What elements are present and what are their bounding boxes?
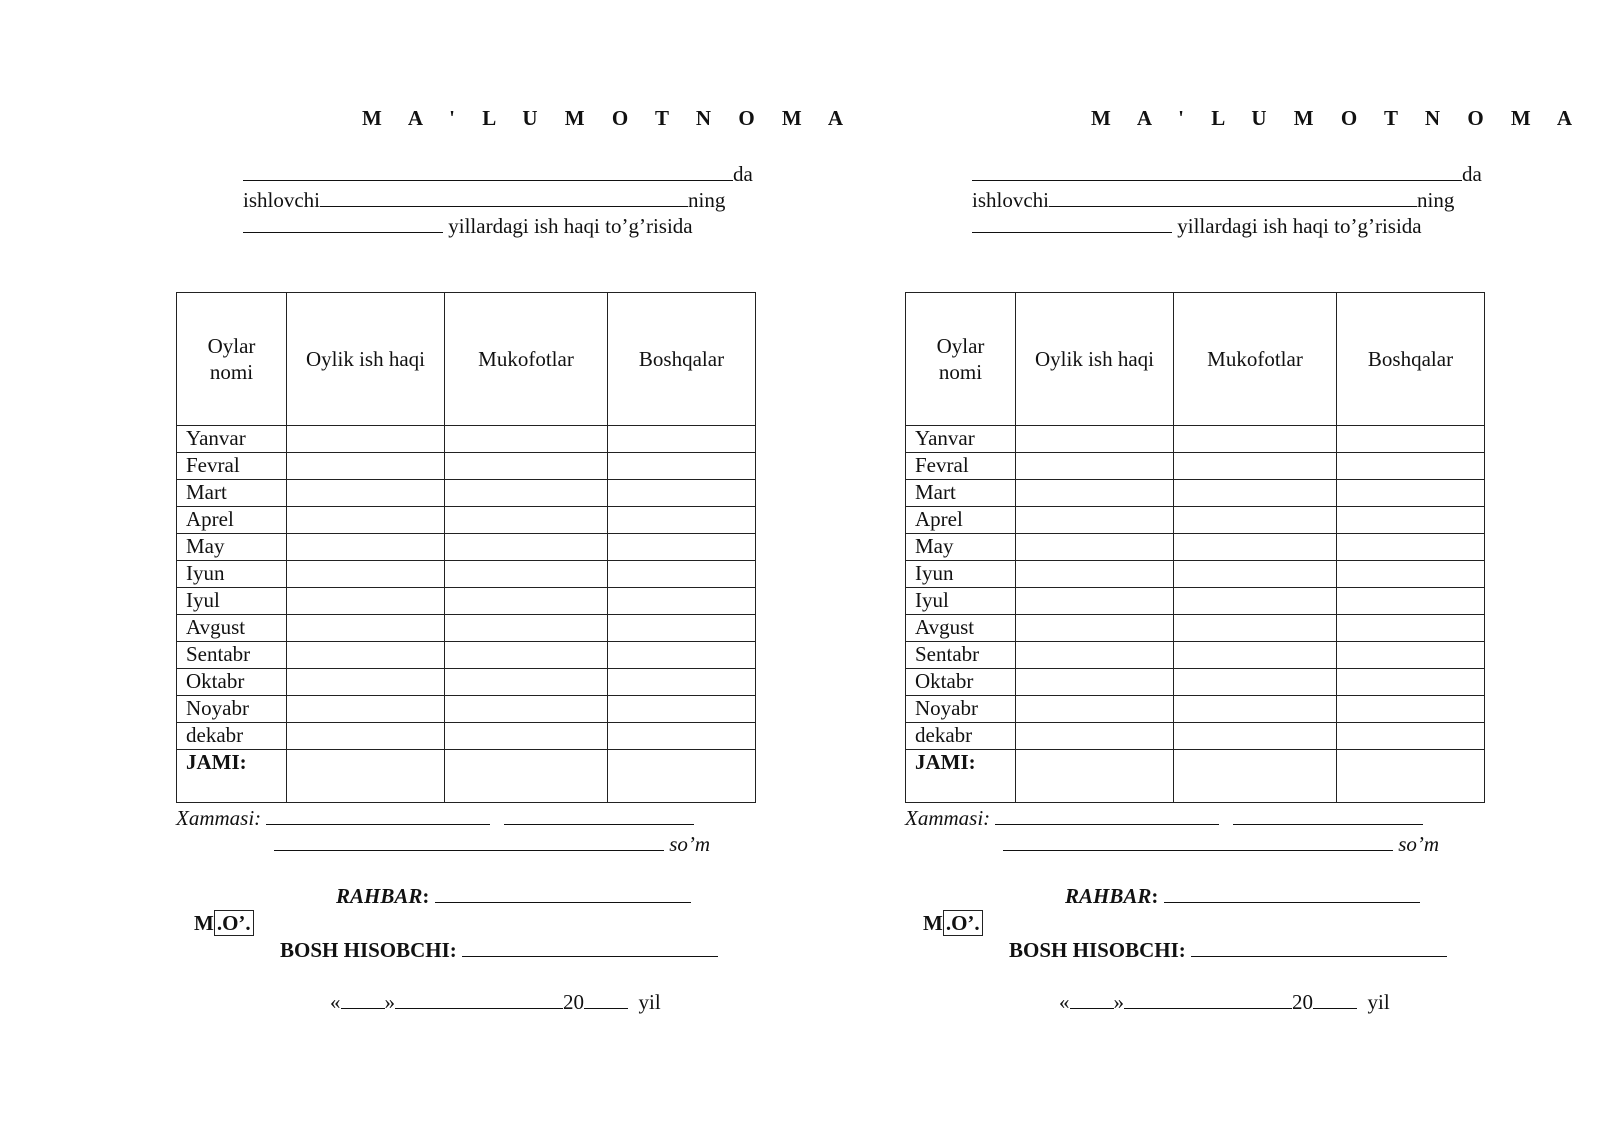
total-salary-cell[interactable] — [1016, 750, 1174, 803]
sum-words-blank[interactable] — [1003, 832, 1393, 851]
other-cell[interactable] — [1337, 480, 1485, 507]
table-row — [906, 507, 1485, 534]
month-name: Aprel — [906, 507, 1016, 534]
bonus-cell[interactable] — [445, 453, 608, 480]
salary-cell[interactable] — [287, 642, 445, 669]
years-line — [972, 214, 1422, 238]
other-cell[interactable] — [1337, 615, 1485, 642]
director-signature-blank[interactable] — [435, 884, 691, 903]
date-suffix: yil — [1367, 990, 1390, 1014]
salary-table — [905, 292, 1485, 803]
director-label: RAHBAR — [336, 884, 423, 908]
salary-cell[interactable] — [1016, 723, 1174, 750]
salary-cell[interactable] — [287, 453, 445, 480]
salary-cell[interactable] — [287, 534, 445, 561]
chief-accountant-label: BOSH HISOBCHI: — [1009, 938, 1186, 962]
date-year-prefix: 20 — [1292, 990, 1313, 1014]
salary-cell[interactable] — [287, 669, 445, 696]
date-close-quote: » — [384, 990, 395, 1014]
director-signature-blank[interactable] — [1164, 884, 1420, 903]
stamp-place — [194, 911, 254, 936]
salary-cell[interactable] — [1016, 696, 1174, 723]
other-cell[interactable] — [1337, 561, 1485, 588]
bonus-cell[interactable] — [445, 723, 608, 750]
month-name: May — [906, 534, 1016, 561]
table-row — [177, 561, 756, 588]
bonus-cell[interactable] — [445, 426, 608, 453]
table-row — [177, 642, 756, 669]
director-colon: : — [1151, 884, 1159, 908]
workplace-blank[interactable] — [972, 162, 1462, 181]
salary-cell[interactable] — [1016, 588, 1174, 615]
date-open-quote: « — [330, 990, 341, 1014]
chief-accountant-line — [280, 938, 718, 963]
header-others: Boshqalar — [608, 293, 756, 426]
bonus-cell[interactable] — [445, 669, 608, 696]
stamp-box: .O’. — [214, 910, 254, 936]
bonus-cell[interactable] — [1174, 588, 1337, 615]
table-header-row — [906, 293, 1485, 426]
bonus-cell[interactable] — [1174, 669, 1337, 696]
other-cell[interactable] — [1337, 426, 1485, 453]
bonus-cell[interactable] — [1174, 453, 1337, 480]
other-cell[interactable] — [608, 696, 756, 723]
other-cell[interactable] — [608, 615, 756, 642]
date-month-blank[interactable] — [395, 990, 563, 1009]
director-line — [336, 884, 691, 909]
sum-words-line — [274, 832, 710, 857]
other-cell[interactable] — [1337, 696, 1485, 723]
chief-accountant-signature-blank[interactable] — [462, 938, 718, 957]
month-name: Fevral — [906, 453, 1016, 480]
bonus-cell[interactable] — [445, 534, 608, 561]
month-name: Mart — [906, 480, 1016, 507]
director-label: RAHBAR — [1065, 884, 1152, 908]
header-monthly-salary: Oylik ish haqi — [287, 293, 445, 426]
total-bonus-cell[interactable] — [445, 750, 608, 803]
total-row-label: JAMI: — [177, 750, 287, 803]
employee-prefix: ishlovchi — [972, 188, 1049, 212]
header-monthly-salary: Oylik ish haqi — [1016, 293, 1174, 426]
salary-cell[interactable] — [287, 588, 445, 615]
date-day-blank[interactable] — [1070, 990, 1114, 1009]
month-name: Aprel — [177, 507, 287, 534]
document-title: M A ' L U M O T N O M A — [362, 106, 854, 130]
years-suffix: yillardagi ish haqi to’g’risida — [1172, 214, 1422, 238]
date-year-blank[interactable] — [584, 990, 628, 1009]
other-cell[interactable] — [608, 723, 756, 750]
other-cell[interactable] — [1337, 588, 1485, 615]
bonus-cell[interactable] — [1174, 480, 1337, 507]
bonus-cell[interactable] — [445, 561, 608, 588]
other-cell[interactable] — [1337, 453, 1485, 480]
date-day-blank[interactable] — [341, 990, 385, 1009]
employee-suffix: ning — [1417, 188, 1455, 212]
sum-words-line — [1003, 832, 1439, 857]
table-row — [177, 588, 756, 615]
employee-line — [972, 188, 1454, 212]
table-row — [177, 723, 756, 750]
total-other-cell[interactable] — [608, 750, 756, 803]
salary-cell[interactable] — [1016, 507, 1174, 534]
bonus-cell[interactable] — [445, 642, 608, 669]
salary-cell[interactable] — [1016, 453, 1174, 480]
other-cell[interactable] — [608, 642, 756, 669]
years-suffix: yillardagi ish haqi to’g’risida — [443, 214, 693, 238]
table-row — [906, 669, 1485, 696]
currency-label: so’m — [1398, 832, 1440, 856]
years-line — [243, 214, 693, 238]
month-name: Fevral — [177, 453, 287, 480]
month-name: Iyun — [906, 561, 1016, 588]
other-cell[interactable] — [1337, 669, 1485, 696]
other-cell[interactable] — [608, 669, 756, 696]
table-row — [177, 426, 756, 453]
bonus-cell[interactable] — [1174, 507, 1337, 534]
month-name: May — [177, 534, 287, 561]
currency-label: so’m — [669, 832, 711, 856]
total-line — [905, 806, 1423, 831]
salary-cell[interactable] — [1016, 534, 1174, 561]
date-month-blank[interactable] — [1124, 990, 1292, 1009]
employee-prefix: ishlovchi — [243, 188, 320, 212]
total-blank-1[interactable] — [995, 806, 1219, 825]
years-blank[interactable] — [243, 214, 443, 233]
table-header-row — [177, 293, 756, 426]
table-row — [177, 480, 756, 507]
total-label: Xammasi: — [905, 806, 991, 830]
header-others: Boshqalar — [1337, 293, 1485, 426]
salary-cell[interactable] — [1016, 669, 1174, 696]
month-name: Avgust — [177, 615, 287, 642]
other-cell[interactable] — [608, 480, 756, 507]
bonus-cell[interactable] — [445, 507, 608, 534]
table-row — [177, 453, 756, 480]
month-name: Iyul — [177, 588, 287, 615]
other-cell[interactable] — [608, 453, 756, 480]
stamp-box: .O’. — [943, 910, 983, 936]
month-name: Oktabr — [177, 669, 287, 696]
total-other-cell[interactable] — [1337, 750, 1485, 803]
total-bonus-cell[interactable] — [1174, 750, 1337, 803]
salary-cell[interactable] — [287, 696, 445, 723]
table-row — [906, 615, 1485, 642]
salary-cell[interactable] — [287, 615, 445, 642]
bonus-cell[interactable] — [1174, 615, 1337, 642]
bonus-cell[interactable] — [445, 588, 608, 615]
table-total-row — [177, 750, 756, 803]
total-line — [176, 806, 694, 831]
other-cell[interactable] — [608, 561, 756, 588]
table-row — [906, 480, 1485, 507]
bonus-cell[interactable] — [1174, 696, 1337, 723]
salary-table — [176, 292, 756, 803]
month-name: Noyabr — [906, 696, 1016, 723]
month-name: dekabr — [906, 723, 1016, 750]
total-blank-2[interactable] — [1233, 806, 1423, 825]
employee-blank[interactable] — [1049, 188, 1417, 207]
salary-cell[interactable] — [1016, 642, 1174, 669]
date-suffix: yil — [638, 990, 661, 1014]
table-row — [177, 669, 756, 696]
other-cell[interactable] — [608, 534, 756, 561]
bonus-cell[interactable] — [1174, 561, 1337, 588]
other-cell[interactable] — [608, 507, 756, 534]
bonus-cell[interactable] — [1174, 642, 1337, 669]
table-row — [906, 534, 1485, 561]
date-year-prefix: 20 — [563, 990, 584, 1014]
other-cell[interactable] — [1337, 534, 1485, 561]
chief-accountant-line — [1009, 938, 1447, 963]
salary-cell[interactable] — [287, 507, 445, 534]
salary-cell[interactable] — [287, 723, 445, 750]
month-name: Sentabr — [906, 642, 1016, 669]
employee-line — [243, 188, 725, 212]
bonus-cell[interactable] — [445, 696, 608, 723]
table-row — [906, 453, 1485, 480]
month-name: Oktabr — [906, 669, 1016, 696]
director-line — [1065, 884, 1420, 909]
total-blank-1[interactable] — [266, 806, 490, 825]
total-salary-cell[interactable] — [287, 750, 445, 803]
month-name: Iyul — [906, 588, 1016, 615]
sum-words-blank[interactable] — [274, 832, 664, 851]
stamp-prefix: M — [194, 911, 214, 935]
salary-cell[interactable] — [287, 561, 445, 588]
table-row — [906, 696, 1485, 723]
workplace-blank[interactable] — [243, 162, 733, 181]
salary-cell[interactable] — [1016, 426, 1174, 453]
table-row — [906, 426, 1485, 453]
table-row — [177, 696, 756, 723]
table-row — [177, 534, 756, 561]
date-open-quote: « — [1059, 990, 1070, 1014]
director-colon: : — [422, 884, 430, 908]
table-row — [906, 588, 1485, 615]
workplace-suffix: da — [1462, 162, 1482, 186]
date-close-quote: » — [1113, 990, 1124, 1014]
bonus-cell[interactable] — [445, 615, 608, 642]
date-year-blank[interactable] — [1313, 990, 1357, 1009]
month-name: Yanvar — [177, 426, 287, 453]
salary-cell[interactable] — [287, 426, 445, 453]
workplace-line — [972, 162, 1482, 186]
total-blank-2[interactable] — [504, 806, 694, 825]
table-row — [177, 615, 756, 642]
table-row — [906, 723, 1485, 750]
total-row-label: JAMI: — [906, 750, 1016, 803]
chief-accountant-label: BOSH HISOBCHI: — [280, 938, 457, 962]
bonus-cell[interactable] — [1174, 426, 1337, 453]
table-total-row — [906, 750, 1485, 803]
bonus-cell[interactable] — [445, 480, 608, 507]
salary-cell[interactable] — [1016, 561, 1174, 588]
salary-cell[interactable] — [287, 480, 445, 507]
bonus-cell[interactable] — [1174, 723, 1337, 750]
certificate-form-left — [176, 0, 854, 1131]
month-name: Noyabr — [177, 696, 287, 723]
date-line — [330, 990, 661, 1015]
document-title: M A ' L U M O T N O M A — [1091, 106, 1583, 130]
other-cell[interactable] — [1337, 642, 1485, 669]
table-row — [906, 561, 1485, 588]
certificate-form-right — [905, 0, 1583, 1131]
other-cell[interactable] — [608, 588, 756, 615]
month-name: Avgust — [906, 615, 1016, 642]
other-cell[interactable] — [608, 426, 756, 453]
header-months: Oylar nomi — [906, 293, 1016, 426]
table-row — [177, 507, 756, 534]
years-blank[interactable] — [972, 214, 1172, 233]
month-name: Iyun — [177, 561, 287, 588]
other-cell[interactable] — [1337, 723, 1485, 750]
date-line — [1059, 990, 1390, 1015]
workplace-suffix: da — [733, 162, 753, 186]
month-name: Yanvar — [906, 426, 1016, 453]
header-bonuses: Mukofotlar — [1174, 293, 1337, 426]
bonus-cell[interactable] — [1174, 534, 1337, 561]
month-name: Sentabr — [177, 642, 287, 669]
stamp-place — [923, 911, 983, 936]
header-bonuses: Mukofotlar — [445, 293, 608, 426]
stamp-prefix: M — [923, 911, 943, 935]
salary-cell[interactable] — [1016, 615, 1174, 642]
salary-cell[interactable] — [1016, 480, 1174, 507]
header-months: Oylar nomi — [177, 293, 287, 426]
month-name: Mart — [177, 480, 287, 507]
employee-suffix: ning — [688, 188, 726, 212]
employee-blank[interactable] — [320, 188, 688, 207]
total-label: Xammasi: — [176, 806, 262, 830]
other-cell[interactable] — [1337, 507, 1485, 534]
month-name: dekabr — [177, 723, 287, 750]
chief-accountant-signature-blank[interactable] — [1191, 938, 1447, 957]
workplace-line — [243, 162, 753, 186]
table-row — [906, 642, 1485, 669]
